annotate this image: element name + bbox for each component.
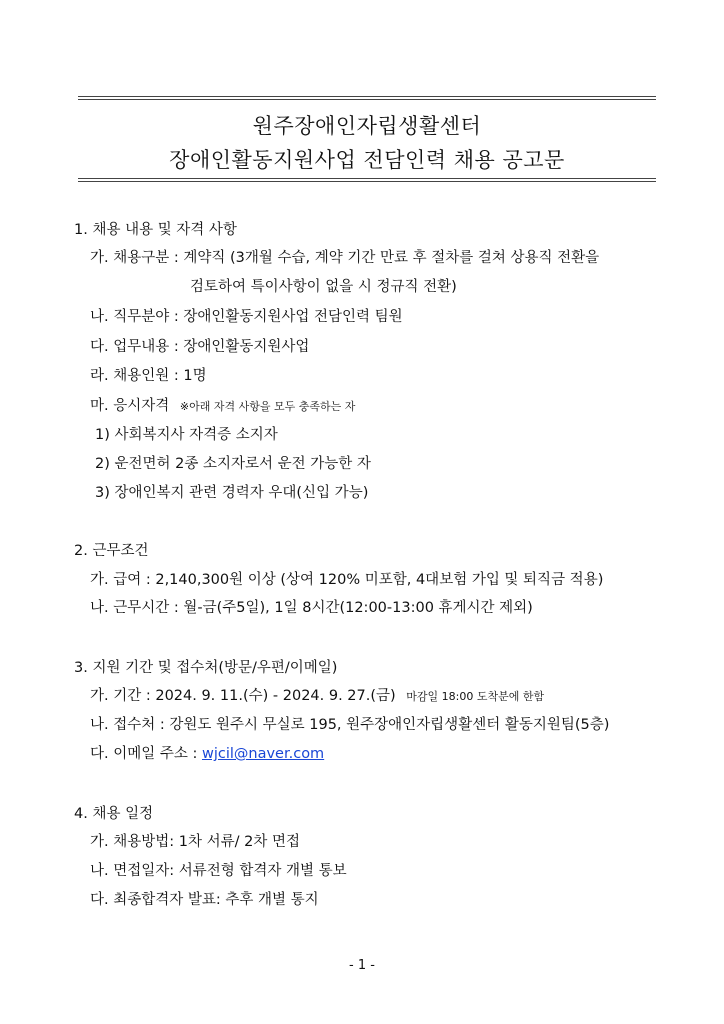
doc-title-main: 장애인활동지원사업 전담인력 채용 공고문 bbox=[169, 148, 565, 172]
section3-da bbox=[90, 745, 324, 763]
section1-item1: 1) 사회복지사 자격증 소지자 bbox=[95, 427, 278, 443]
section3-ga-note: 마감일 18:00 도착분에 한함 bbox=[406, 690, 545, 703]
section3-na: 나. 접수처 : 강원도 원주시 무실로 195, 원주장애인자립생활센터 활동지원팀(5층) bbox=[90, 717, 610, 733]
section1-ga-line1: 가. 채용구분 : 계약직 (3개월 수습, 계약 기간 만료 후 절차를 걸쳐 상용직 전환을 bbox=[90, 250, 600, 266]
section1-item3: 3) 장애인복지 관련 경력자 우대(신입 가능) bbox=[95, 485, 369, 501]
section1-ma bbox=[90, 397, 355, 416]
section2-na: 나. 근무시간 : 월-금(주5일), 1일 8시간(12:00-13:00 휴게시간 제외) bbox=[90, 600, 533, 616]
bottom-rule-1 bbox=[78, 178, 656, 179]
section1-ma-label: 마. 응시자격 bbox=[90, 398, 170, 414]
section3-email-label: 다. 이메일 주소 : bbox=[90, 746, 202, 762]
section1-ga-line2: 검토하여 특이사항이 없을 시 정규직 전환) bbox=[190, 279, 457, 295]
section3-ga-period: 가. 기간 : 2024. 9. 11.(수) - 2024. 9. 27.(금) bbox=[90, 688, 396, 704]
page-number: - 1 - bbox=[349, 958, 375, 973]
section3-ga bbox=[90, 687, 544, 706]
section1-na: 나. 직무분야 : 장애인활동지원사업 전담인력 팀원 bbox=[90, 309, 403, 325]
section1-da: 다. 업무내용 : 장애인활동지원사업 bbox=[90, 339, 310, 355]
section2-ga: 가. 급여 : 2,140,300원 이상 (상여 120% 미포함, 4대보험 가입 및 퇴직금 적용) bbox=[90, 572, 604, 588]
section4-da: 다. 최종합격자 발표: 추후 개별 통지 bbox=[90, 892, 319, 908]
section4-ga: 가. 채용방법: 1차 서류/ 2차 면접 bbox=[90, 834, 300, 850]
section4-heading: 4. 채용 일정 bbox=[74, 806, 154, 822]
email-link[interactable]: wjcil@naver.com bbox=[201, 746, 325, 762]
section2-heading: 2. 근무조건 bbox=[74, 543, 149, 559]
section1-heading: 1. 채용 내용 및 자격 사항 bbox=[74, 222, 237, 238]
section4-na: 나. 면접일자: 서류전형 합격자 개별 통보 bbox=[90, 863, 347, 879]
section1-item2: 2) 운전면허 2종 소지자로서 운전 가능한 자 bbox=[95, 456, 371, 472]
section1-ra: 라. 채용인원 : 1명 bbox=[90, 368, 207, 384]
section3-heading: 3. 지원 기간 및 접수처(방문/우편/이메일) bbox=[74, 660, 338, 676]
bottom-rule-2 bbox=[78, 181, 656, 182]
doc-title-org: 원주장애인자립생활센터 bbox=[252, 114, 482, 138]
section1-ma-note: ※아래 자격 사항을 모두 충족하는 자 bbox=[179, 400, 356, 413]
top-rule-1 bbox=[78, 96, 656, 97]
top-rule-2 bbox=[78, 99, 656, 100]
